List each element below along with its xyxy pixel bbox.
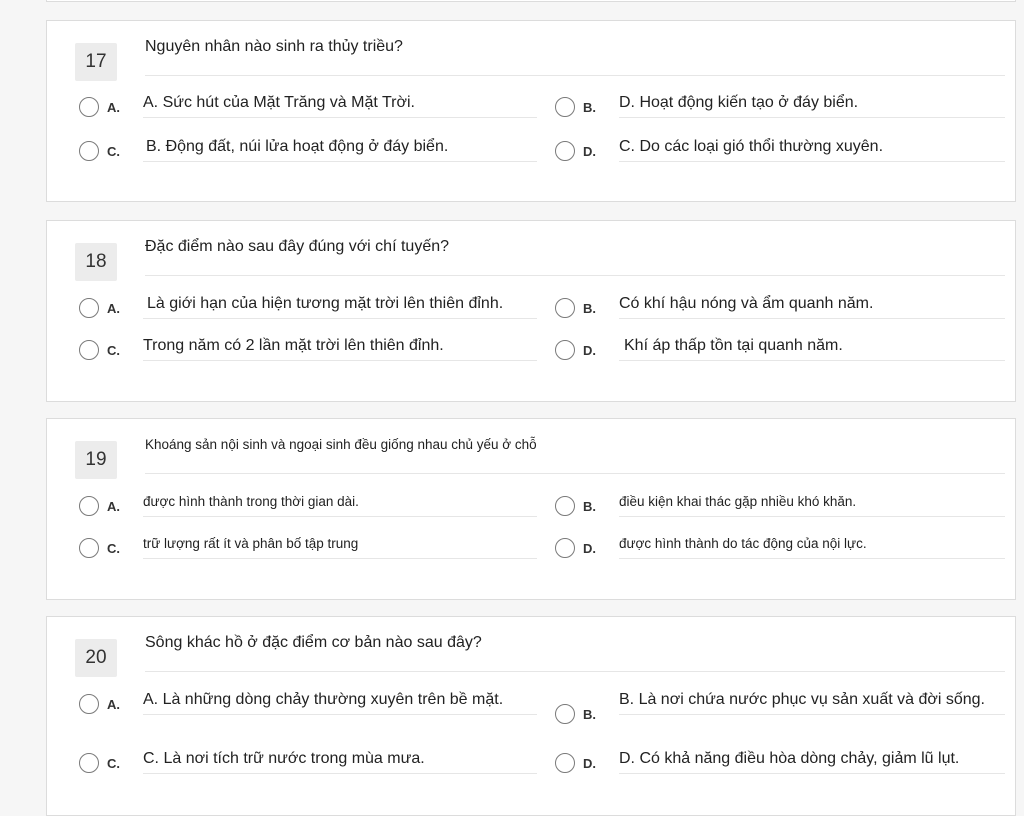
question-number: 19 <box>75 441 117 479</box>
radio-button[interactable] <box>555 141 575 161</box>
question-card-20 <box>46 616 1016 816</box>
radio-button[interactable] <box>555 298 575 318</box>
option-text: trữ lượng rất ít và phân bố tập trung <box>143 535 537 559</box>
radio-button[interactable] <box>79 97 99 117</box>
radio-button[interactable] <box>79 694 99 714</box>
radio-button[interactable] <box>79 538 99 558</box>
option-letter: D. <box>583 343 596 358</box>
question-card-17 <box>46 20 1016 202</box>
option-text: D. Hoạt động kiến tạo ở đáy biển. <box>619 94 1005 118</box>
question-card-19 <box>46 418 1016 600</box>
option-letter: C. <box>107 756 120 771</box>
question-text: Nguyên nhân nào sinh ra thủy triều? <box>145 37 1005 76</box>
option-letter: B. <box>583 100 596 115</box>
option-text: Là giới hạn của hiện tương mặt trời lên thiên đỉnh. <box>143 295 537 319</box>
option-text: B. Là nơi chứa nước phục vụ sản xuất và đời sống. <box>619 691 1005 715</box>
option-text: được hình thành trong thời gian dài. <box>143 493 537 517</box>
option-text: điều kiện khai thác gặp nhiều khó khăn. <box>619 493 1005 517</box>
question-card-18 <box>46 220 1016 402</box>
option-text: D. Có khả năng điều hòa dòng chảy, giảm lũ lụt. <box>619 750 1005 774</box>
question-text: Sông khác hồ ở đặc điểm cơ bản nào sau đây? <box>145 633 1005 672</box>
radio-button[interactable] <box>79 141 99 161</box>
option-text: A. Sức hút của Mặt Trăng và Mặt Trời. <box>143 94 537 118</box>
question-number: 20 <box>75 639 117 677</box>
radio-button[interactable] <box>79 496 99 516</box>
option-letter: D. <box>583 756 596 771</box>
radio-button[interactable] <box>79 753 99 773</box>
radio-button[interactable] <box>555 340 575 360</box>
question-text: Đặc điểm nào sau đây đúng với chí tuyến? <box>145 237 1005 276</box>
option-text: A. Là những dòng chảy thường xuyên trên bề mặt. <box>143 691 537 715</box>
option-letter: D. <box>583 144 596 159</box>
option-letter: C. <box>107 541 120 556</box>
option-letter: C. <box>107 343 120 358</box>
option-text: được hình thành do tác động của nội lực. <box>619 535 1005 559</box>
radio-button[interactable] <box>555 704 575 724</box>
radio-button[interactable] <box>79 298 99 318</box>
option-letter: A. <box>107 697 120 712</box>
radio-button[interactable] <box>555 496 575 516</box>
option-letter: B. <box>583 499 596 514</box>
option-letter: A. <box>107 100 120 115</box>
option-letter: B. <box>583 707 596 722</box>
option-letter: C. <box>107 144 120 159</box>
option-text: B. Động đất, núi lửa hoạt động ở đáy biển. <box>143 138 537 162</box>
radio-button[interactable] <box>555 97 575 117</box>
option-text: Có khí hậu nóng và ẩm quanh năm. <box>619 295 1005 319</box>
question-text: Khoáng sản nội sinh và ngoại sinh đều giống nhau chủ yếu ở chỗ <box>145 435 1005 474</box>
option-letter: D. <box>583 541 596 556</box>
radio-button[interactable] <box>555 538 575 558</box>
option-letter: A. <box>107 301 120 316</box>
option-text: C. Là nơi tích trữ nước trong mùa mưa. <box>143 750 537 774</box>
option-letter: B. <box>583 301 596 316</box>
previous-question-card <box>46 0 1016 2</box>
option-text: C. Do các loại gió thổi thường xuyên. <box>619 138 1005 162</box>
question-number: 17 <box>75 43 117 81</box>
question-number: 18 <box>75 243 117 281</box>
option-text: Trong năm có 2 lần mặt trời lên thiên đỉnh. <box>143 337 537 361</box>
option-text: Khí áp thấp tồn tại quanh năm. <box>619 337 1005 361</box>
radio-button[interactable] <box>79 340 99 360</box>
radio-button[interactable] <box>555 753 575 773</box>
option-letter: A. <box>107 499 120 514</box>
